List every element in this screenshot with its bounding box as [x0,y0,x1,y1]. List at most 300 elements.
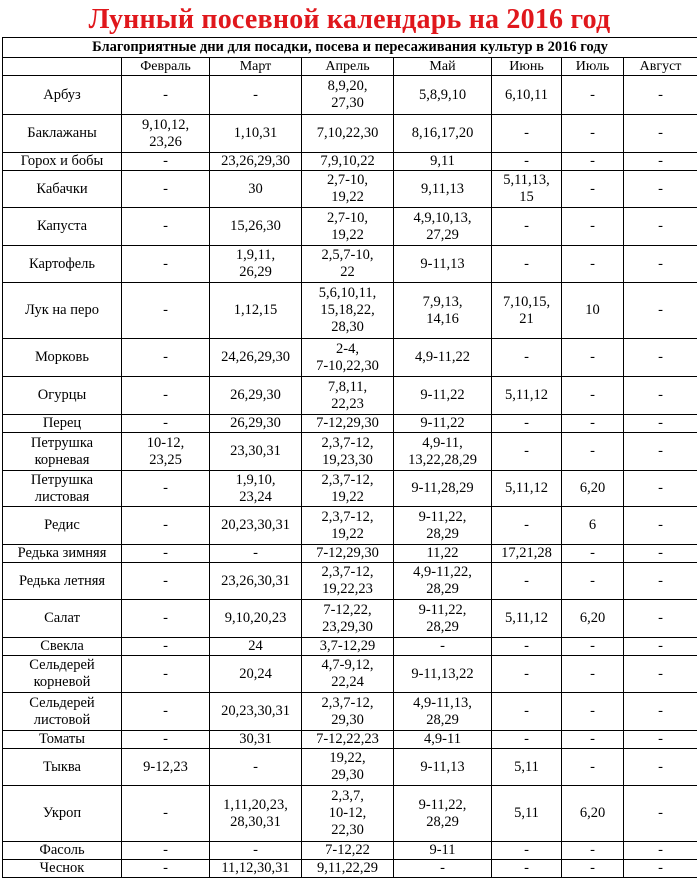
day-value: 7-12,22,23 [316,731,379,747]
day-value: - [524,218,529,234]
day-value: - [658,703,663,719]
day-value: 3,7-12,29 [319,638,376,654]
day-cell [562,76,624,115]
day-cell [210,600,302,638]
crop-name [3,638,122,656]
day-cell [394,656,492,693]
day-value: - [440,860,445,876]
crop-name [3,377,122,415]
day-cell [210,246,302,283]
crop-name [3,115,122,153]
day-cell [624,246,698,283]
table-row [3,656,698,693]
crop-name [3,283,122,339]
day-value: 20,24 [239,665,272,682]
day-cell [624,749,698,786]
day-value: 7-12,22, 23,29,30 [322,601,373,635]
day-value: - [590,86,595,103]
day-value: 24,26,29,30 [221,349,290,365]
page-title: Лунный посевной календарь на 2016 год [88,4,611,35]
crop-name [3,600,122,638]
day-value: 2,3,7-12, 19,23,30 [321,434,374,468]
day-value: - [658,387,663,403]
crop-name [3,415,122,433]
day-value: 4,9-11 [424,731,461,747]
crop-name [3,563,122,600]
day-value: - [253,842,258,858]
day-value: - [524,349,529,365]
day-cell [394,153,492,171]
day-value: - [524,731,529,747]
day-cell [210,433,302,471]
day-cell [210,507,302,545]
day-cell [492,208,562,246]
day-cell [122,246,210,283]
day-cell [122,283,210,339]
day-cell [394,600,492,638]
day-cell [122,842,210,860]
day-cell [302,507,394,545]
day-cell [302,638,394,656]
day-cell [492,339,562,377]
table-row [3,545,698,563]
day-value: 6,20 [579,610,606,626]
day-cell [394,171,492,208]
day-cell [562,693,624,731]
day-cell [562,731,624,749]
day-value: - [590,665,595,682]
table-row [3,507,698,545]
header-month: Апрель [302,58,394,76]
day-value: 15,26,30 [230,218,281,234]
day-value: 5,11,12 [505,480,548,496]
crop-name [3,731,122,749]
day-cell [562,415,624,433]
table-row [3,115,698,153]
day-value: - [163,517,168,533]
table-row [3,171,698,208]
day-value: 9-11 [429,842,456,858]
table-subtitle: Благоприятные дни для посадки, посева и пересаживания культур в 2016 году [3,38,698,58]
day-cell [210,731,302,749]
day-value: 7,10,22,30 [316,125,379,141]
day-cell [210,693,302,731]
day-value: - [524,255,529,272]
day-value: 20,23,30,31 [221,703,290,719]
day-value: 9,11,22,29 [316,860,379,876]
day-cell [302,786,394,842]
day-value: - [524,638,529,654]
day-cell [562,638,624,656]
day-value: 26,29,30 [230,415,281,431]
day-cell [394,76,492,115]
day-cell [624,656,698,693]
day-value: - [658,86,663,103]
day-value: 7,10,15, 21 [502,293,551,327]
day-value: 5,11 [514,805,539,821]
crop-name [3,246,122,283]
day-cell [394,246,492,283]
day-cell [210,842,302,860]
day-value: - [590,387,595,403]
day-cell [210,656,302,693]
day-cell [394,433,492,471]
day-cell [562,842,624,860]
day-cell [624,842,698,860]
day-value: 6,20 [579,480,606,496]
day-cell [492,656,562,693]
crop-name [3,693,122,731]
crop-label: Чеснок [39,860,85,876]
day-cell [210,638,302,656]
table-row [3,76,698,115]
day-value: - [658,153,663,169]
day-value: - [590,125,595,141]
day-value: 4,9-11,13, 28,29 [413,694,472,728]
day-value: 5,6,10,11, 15,18,22, 28,30 [318,285,377,335]
day-value: - [658,218,663,234]
day-value: 19,22, 29,30 [329,750,366,783]
day-cell [492,600,562,638]
day-value: - [590,842,595,858]
day-cell [492,786,562,842]
day-cell [302,433,394,471]
day-value: 7-12,29,30 [316,545,379,561]
day-cell [122,171,210,208]
day-cell [302,115,394,153]
day-cell [394,283,492,339]
day-cell [624,860,698,878]
day-value: 5,11 [514,758,539,775]
day-cell [492,749,562,786]
day-cell [562,283,624,339]
day-value: 9-11,22 [420,387,465,403]
day-cell [302,471,394,507]
day-cell [394,377,492,415]
crop-name [3,507,122,545]
day-value: 9,11 [430,153,455,169]
day-cell [562,246,624,283]
day-cell [210,171,302,208]
day-cell [562,433,624,471]
day-cell [210,563,302,600]
crop-label: Укроп [42,805,82,821]
day-cell [394,208,492,246]
day-value: 30 [248,180,263,197]
day-cell [394,638,492,656]
day-value: - [253,86,258,103]
day-cell [624,153,698,171]
crop-name [3,545,122,563]
crop-label: Баклажаны [27,125,97,141]
day-value: - [590,443,595,459]
day-cell [492,545,562,563]
crop-label: Свекла [40,638,84,654]
day-value: 17,21,28 [501,545,552,561]
crop-label: Фасоль [39,842,85,858]
day-cell [210,860,302,878]
day-value: - [524,153,529,169]
day-value: - [163,610,168,626]
day-value: 20,23,30,31 [221,517,290,533]
day-cell [122,76,210,115]
day-cell [302,600,394,638]
crop-label: Картофель [28,255,96,272]
day-value: 10-12, 23,25 [146,434,185,468]
day-value: - [163,180,168,197]
day-value: - [524,703,529,719]
crop-name [3,153,122,171]
crop-label: Горох и бобы [20,153,104,169]
day-value: 23,30,31 [230,443,281,459]
header-crop-cell [3,58,122,76]
table-row [3,208,698,246]
day-value: 9-11,13 [420,255,465,272]
day-value: - [163,805,168,821]
day-cell [624,563,698,600]
day-value: - [163,480,168,496]
day-cell [302,76,394,115]
table-row [3,471,698,507]
day-cell [562,171,624,208]
day-value: - [658,572,663,589]
day-value: - [440,638,445,654]
crop-label: Салат [44,610,80,626]
table-row [3,246,698,283]
day-cell [122,749,210,786]
day-value: 9-11,22 [420,415,465,431]
table-row [3,786,698,842]
day-cell [492,283,562,339]
day-value: 11,22 [426,545,459,561]
day-cell [394,749,492,786]
day-cell [302,153,394,171]
day-cell [492,638,562,656]
day-cell [492,507,562,545]
day-cell [562,545,624,563]
crop-label: Тыква [42,758,81,775]
day-cell [394,842,492,860]
crop-label: Огурцы [37,387,87,403]
day-value: - [590,415,595,431]
day-cell [302,749,394,786]
day-value: - [163,86,168,103]
crop-name [3,471,122,507]
crop-label: Редис [44,517,80,533]
day-cell [394,507,492,545]
day-value: 2,3,7-12, 19,22 [321,508,374,542]
header-month: Июль [562,58,624,76]
day-cell [492,171,562,208]
day-value: 5,11,12 [505,387,548,403]
day-value: 10 [585,302,600,318]
day-cell [394,339,492,377]
day-value: - [163,153,168,169]
day-value: 5,11,12 [505,610,548,626]
day-cell [492,693,562,731]
day-value: 9,10,20,23 [224,610,287,626]
day-value: - [658,805,663,821]
day-cell [562,786,624,842]
day-value: - [590,153,595,169]
day-value: - [658,665,663,682]
day-value: - [163,572,168,589]
day-value: 2,7-10, 19,22 [326,209,369,243]
day-cell [122,786,210,842]
day-cell [122,731,210,749]
day-cell [210,415,302,433]
day-cell [122,638,210,656]
day-cell [624,115,698,153]
day-value: - [163,255,168,272]
day-cell [562,656,624,693]
crop-label: Морковь [34,349,90,365]
day-cell [492,563,562,600]
day-value: - [524,443,529,459]
day-value: 9-11,22, 28,29 [418,796,467,830]
day-cell [302,563,394,600]
day-cell [562,471,624,507]
day-cell [624,339,698,377]
day-value: 6,20 [579,805,606,821]
day-value: 9-11,13 [420,758,465,775]
day-value: - [590,731,595,747]
day-value: - [590,572,595,589]
header-month: Март [210,58,302,76]
day-value: - [658,415,663,431]
day-value: - [590,860,595,876]
day-value: 2,3,7, 10-12, 22,30 [328,788,367,838]
table-row [3,693,698,731]
day-value: - [658,758,663,775]
crop-name [3,208,122,246]
header-month: Май [394,58,492,76]
day-value: - [658,180,663,197]
day-value: - [163,545,168,561]
header-month: Август [624,58,698,76]
day-cell [210,471,302,507]
day-cell [624,283,698,339]
day-value: 24 [248,638,263,654]
day-value: - [590,218,595,234]
table-row [3,749,698,786]
day-value: 26,29,30 [230,387,281,403]
day-value: 1,11,20,23, 28,30,31 [223,796,288,830]
day-cell [624,208,698,246]
day-cell [122,377,210,415]
table-row [3,563,698,600]
day-value: - [590,758,595,775]
crop-label: Редька летняя [18,572,106,589]
header-row [3,58,698,76]
day-value: - [590,180,595,197]
day-value: 6 [588,517,597,533]
day-cell [302,339,394,377]
day-value: - [658,638,663,654]
day-cell [302,283,394,339]
table-row [3,153,698,171]
day-cell [122,507,210,545]
header-month: Февраль [122,58,210,76]
crop-label: Капуста [36,218,88,234]
day-cell [492,377,562,415]
day-cell [394,415,492,433]
day-cell [492,471,562,507]
crop-name [3,171,122,208]
crop-name [3,786,122,842]
day-value: - [163,218,168,234]
day-value: 7,9,10,22 [320,153,375,169]
day-value: 23,26,29,30 [221,153,290,169]
day-cell [492,842,562,860]
day-cell [302,246,394,283]
day-cell [302,171,394,208]
day-cell [624,377,698,415]
day-value: - [163,665,168,682]
day-value: 2,5,7-10, 22 [321,247,374,280]
table-row [3,433,698,471]
day-value: - [253,758,258,775]
day-value: 9,10,12, 23,26 [141,116,190,150]
day-cell [122,693,210,731]
day-cell [302,545,394,563]
day-cell [210,76,302,115]
crop-label: Редька зимняя [17,545,107,561]
day-cell [492,415,562,433]
day-cell [302,731,394,749]
day-cell [210,545,302,563]
day-value: - [590,638,595,654]
day-value: - [658,545,663,561]
day-value: 9-11,28,29 [411,480,474,496]
header-month: Июнь [492,58,562,76]
day-cell [302,415,394,433]
day-value: - [163,349,168,365]
crop-label: Лук на перо [25,302,99,318]
day-cell [394,786,492,842]
day-value: 9,11,13 [421,180,464,197]
day-value: - [163,302,168,318]
day-cell [122,433,210,471]
day-cell [210,208,302,246]
day-value: - [658,255,663,272]
day-cell [210,377,302,415]
day-cell [624,171,698,208]
day-value: 4,9-11,22, 28,29 [413,564,472,597]
day-value: - [163,387,168,403]
day-cell [562,507,624,545]
day-value: 7-12,29,30 [316,415,379,431]
day-cell [624,600,698,638]
day-cell [624,545,698,563]
day-value: 2,3,7-12, 29,30 [321,694,374,728]
table-row [3,638,698,656]
day-cell [562,600,624,638]
crop-name [3,860,122,878]
day-value: 9-12,23 [143,758,188,775]
day-value: 7-12,22 [325,842,370,858]
table-row [3,283,698,339]
crop-label: Сельдерей корневой [29,657,95,690]
day-value: 2,3,7-12, 19,22 [321,471,374,505]
day-value: - [163,842,168,858]
day-cell [122,656,210,693]
day-cell [492,153,562,171]
day-cell [122,115,210,153]
day-value: 8,9,20, 27,30 [327,78,368,111]
day-value: - [524,842,529,858]
day-value: 5,11,13, 15 [503,172,550,205]
